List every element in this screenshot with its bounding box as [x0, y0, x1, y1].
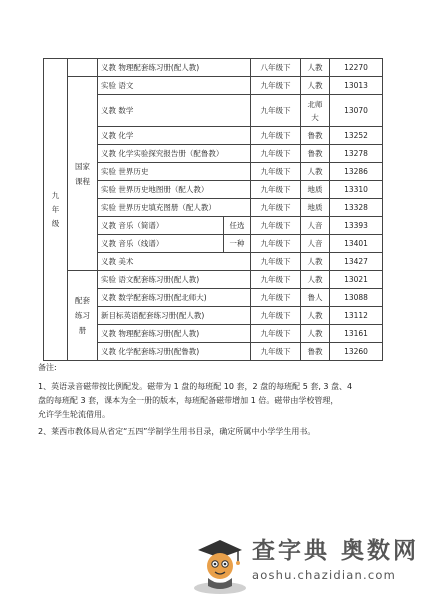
book-code: 13260 [330, 343, 383, 361]
publisher: 人教 [301, 307, 330, 325]
publisher: 鲁人 [301, 289, 330, 307]
publisher: 地质 [301, 181, 330, 199]
publisher: 人音 [301, 235, 330, 253]
selection-note: 任选 [224, 217, 251, 235]
grade-level: 八年级下 [251, 59, 301, 77]
book-code: 12270 [330, 59, 383, 77]
publisher: 人音 [301, 217, 330, 235]
category-label-line: 国家 [75, 161, 90, 171]
table-row [44, 271, 383, 289]
publisher: 鲁教 [301, 127, 330, 145]
book-title: 义教 化学配套练习册(配鲁教) [98, 343, 251, 361]
publisher: 鲁教 [301, 343, 330, 361]
publisher: 人教 [301, 59, 330, 77]
publisher: 人教 [301, 253, 330, 271]
publisher: 人教 [301, 77, 330, 95]
book-code: 13013 [330, 77, 383, 95]
category-supplementary [68, 271, 98, 361]
grade-level: 九年级下 [251, 127, 301, 145]
grade-level: 九年级下 [251, 199, 301, 217]
book-code: 13088 [330, 289, 383, 307]
watermark-title: 查字典 奥数网 [252, 538, 420, 564]
book-title: 义教 数学 [98, 95, 251, 127]
grade-label-char: 年 [51, 204, 60, 214]
book-code: 13021 [330, 271, 383, 289]
publisher: 鲁教 [301, 145, 330, 163]
category-national [68, 77, 98, 271]
grade-level: 九年级下 [251, 163, 301, 181]
book-code: 13278 [330, 145, 383, 163]
watermark [188, 528, 424, 600]
book-title: 义教 化学 [98, 127, 251, 145]
table-row [44, 77, 383, 95]
note-item-1-line-2: 盘的每班配 3 套，课本为全一册的版本，每班配备磁带增加 1 倍。磁带由学校管理， [38, 396, 339, 405]
grade-level: 九年级下 [251, 289, 301, 307]
note-item-1-line-3: 允许学生轮流借用。 [38, 410, 110, 419]
category-cell-blank [68, 59, 98, 77]
grade-level: 九年级下 [251, 271, 301, 289]
book-title: 实验 语文配套练习册(配人教) [98, 271, 251, 289]
publisher: 人教 [301, 271, 330, 289]
publisher: 地质 [301, 199, 330, 217]
book-code: 13427 [330, 253, 383, 271]
grade-level: 九年级下 [251, 217, 301, 235]
grade-level: 九年级下 [251, 145, 301, 163]
book-title: 义教 物理配套练习册(配人教) [98, 59, 251, 77]
grade-level: 九年级下 [251, 235, 301, 253]
book-title: 义教 音乐（线谱） [98, 235, 224, 253]
grade-label-char: 级 [51, 218, 60, 228]
book-code: 13252 [330, 127, 383, 145]
grade-level: 九年级下 [251, 325, 301, 343]
book-code: 13393 [330, 217, 383, 235]
grade-label-char: 九 [51, 190, 60, 200]
grade-level: 九年级下 [251, 181, 301, 199]
watermark-url: aoshu.chazidian.com [252, 568, 397, 582]
book-title: 实验 世界历史填充图册（配人教） [98, 199, 251, 217]
book-title: 义教 音乐（简谱） [98, 217, 224, 235]
grade-level: 九年级下 [251, 77, 301, 95]
book-title: 实验 语文 [98, 77, 251, 95]
book-code: 13310 [330, 181, 383, 199]
category-label-line: 课程 [75, 176, 90, 186]
book-title: 实验 世界历史地图册（配人教） [98, 181, 251, 199]
book-title: 义教 数学配套练习册(配北师大) [98, 289, 251, 307]
note-item-2: 2、莱西市教体局从省定“五四”学制学生用书目录，确定所属中小学学生用书。 [38, 427, 316, 436]
publisher: 人教 [301, 163, 330, 181]
grade-level: 九年级下 [251, 95, 301, 127]
book-title: 义教 化学实验探究报告册（配鲁教） [98, 145, 251, 163]
book-title: 新目标英语配套练习册(配人教) [98, 307, 251, 325]
publisher-line: 大 [311, 112, 319, 122]
book-code: 13286 [330, 163, 383, 181]
publisher: 人教 [301, 325, 330, 343]
grade-level: 九年级下 [251, 343, 301, 361]
book-code: 13161 [330, 325, 383, 343]
book-code: 13328 [330, 199, 383, 217]
grade-level: 九年级下 [251, 253, 301, 271]
category-label-line: 配套 [75, 296, 90, 305]
book-title: 实验 世界历史 [98, 163, 251, 181]
publisher [301, 95, 330, 127]
selection-note: 一种 [224, 235, 251, 253]
notes-section [38, 361, 388, 439]
publisher-line: 北师 [307, 99, 323, 109]
table-row [44, 59, 383, 77]
book-code: 13401 [330, 235, 383, 253]
book-code: 13112 [330, 307, 383, 325]
mascot-logo-icon [188, 528, 252, 596]
category-label-line: 练习 [75, 311, 90, 320]
grade-cell [44, 59, 68, 361]
book-code: 13070 [330, 95, 383, 127]
textbook-list-table [43, 58, 383, 361]
note-item-1-line-1: 1、英语录音磁带按比例配发。磁带为 1 盘的每班配 10 套，2 盘的每班配 5 套, 3 盘、4 [38, 382, 353, 391]
book-title: 义教 美术 [98, 253, 251, 271]
category-label-line: 册 [78, 326, 87, 335]
notes-heading: 备注: [38, 363, 57, 372]
book-title: 义教 物理配套练习册(配人教) [98, 325, 251, 343]
grade-level: 九年级下 [251, 307, 301, 325]
